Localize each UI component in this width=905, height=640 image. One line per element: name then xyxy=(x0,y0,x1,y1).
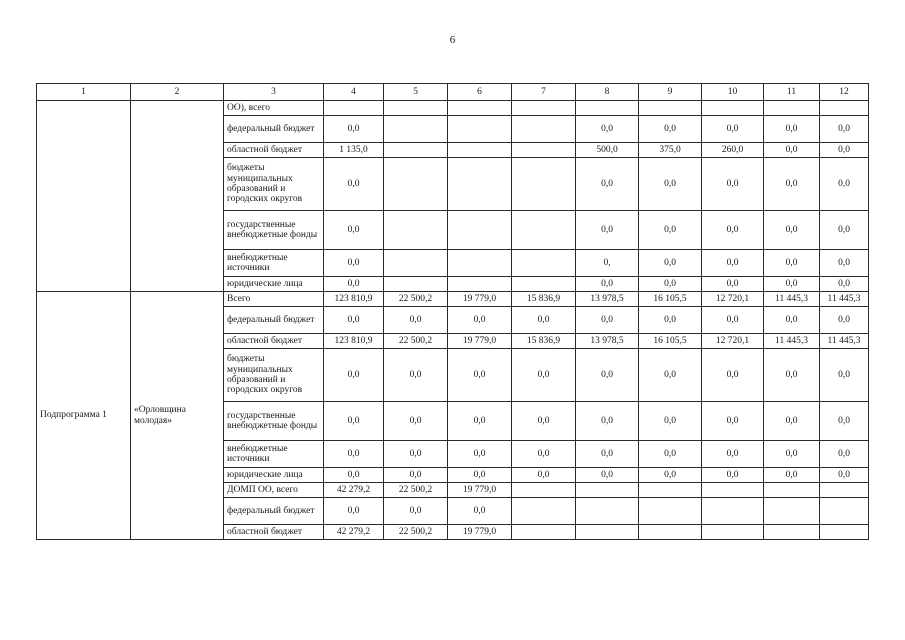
value-cell xyxy=(764,101,820,116)
value-cell: 0,0 xyxy=(702,349,764,402)
header-cell: 8 xyxy=(576,84,639,101)
table-row xyxy=(37,292,869,307)
value-cell xyxy=(512,101,576,116)
value-cell xyxy=(512,143,576,158)
value-cell: 0,0 xyxy=(764,250,820,277)
value-cell: 0,0 xyxy=(324,211,384,250)
value-cell: 0,0 xyxy=(764,349,820,402)
value-cell: 15 836,9 xyxy=(512,334,576,349)
value-cell: 0,0 xyxy=(324,116,384,143)
value-cell xyxy=(576,525,639,540)
value-cell: 0,0 xyxy=(820,143,869,158)
value-cell: 0,0 xyxy=(576,402,639,441)
source-label: юридические лица xyxy=(224,277,324,292)
value-cell: 0,0 xyxy=(639,116,702,143)
value-cell xyxy=(764,498,820,525)
header-cell: 10 xyxy=(702,84,764,101)
value-cell xyxy=(512,116,576,143)
header-row xyxy=(37,84,869,101)
value-cell xyxy=(639,101,702,116)
value-cell xyxy=(512,498,576,525)
value-cell xyxy=(639,525,702,540)
value-cell xyxy=(384,116,448,143)
value-cell: 11 445,3 xyxy=(820,334,869,349)
value-cell xyxy=(384,277,448,292)
header-cell: 2 xyxy=(131,84,224,101)
value-cell xyxy=(820,498,869,525)
value-cell: 0,0 xyxy=(576,441,639,468)
value-cell: 0,0 xyxy=(820,307,869,334)
value-cell: 1 135,0 xyxy=(324,143,384,158)
value-cell: 22 500,2 xyxy=(384,334,448,349)
value-cell xyxy=(448,250,512,277)
source-label: областной бюджет xyxy=(224,334,324,349)
value-cell: 0,0 xyxy=(324,250,384,277)
value-cell: 0,0 xyxy=(702,211,764,250)
value-cell: 0,0 xyxy=(576,277,639,292)
source-label: государственные внебюджетные фонды xyxy=(224,211,324,250)
value-cell: 0,0 xyxy=(639,250,702,277)
value-cell xyxy=(820,483,869,498)
value-cell xyxy=(639,483,702,498)
value-cell: 0,0 xyxy=(639,158,702,211)
value-cell: 13 978,5 xyxy=(576,334,639,349)
value-cell: 123 810,9 xyxy=(324,292,384,307)
value-cell xyxy=(448,101,512,116)
value-cell xyxy=(820,101,869,116)
value-cell: 0,0 xyxy=(639,349,702,402)
header-cell: 9 xyxy=(639,84,702,101)
value-cell: 42 279,2 xyxy=(324,525,384,540)
value-cell: 260,0 xyxy=(702,143,764,158)
value-cell: 0,0 xyxy=(512,349,576,402)
value-cell: 500,0 xyxy=(576,143,639,158)
source-label: областной бюджет xyxy=(224,143,324,158)
source-label: федеральный бюджет xyxy=(224,498,324,525)
value-cell xyxy=(384,158,448,211)
value-cell: 0,0 xyxy=(764,441,820,468)
value-cell xyxy=(512,211,576,250)
value-cell: 0,0 xyxy=(384,498,448,525)
value-cell: 16 105,5 xyxy=(639,292,702,307)
value-cell: 0,0 xyxy=(384,441,448,468)
value-cell xyxy=(639,498,702,525)
value-cell xyxy=(384,101,448,116)
header-cell: 7 xyxy=(512,84,576,101)
value-cell xyxy=(384,143,448,158)
value-cell: 0,0 xyxy=(820,211,869,250)
value-cell xyxy=(324,101,384,116)
value-cell: 0,0 xyxy=(764,143,820,158)
source-label: федеральный бюджет xyxy=(224,307,324,334)
header-cell: 3 xyxy=(224,84,324,101)
value-cell: 0,0 xyxy=(820,158,869,211)
value-cell: 0,0 xyxy=(702,468,764,483)
value-cell: 0,0 xyxy=(639,468,702,483)
budget-table xyxy=(36,83,869,540)
value-cell xyxy=(448,211,512,250)
value-cell: 0,0 xyxy=(820,116,869,143)
value-cell xyxy=(512,483,576,498)
value-cell: 0,0 xyxy=(764,402,820,441)
value-cell: 0,0 xyxy=(448,349,512,402)
value-cell: 0,0 xyxy=(820,441,869,468)
value-cell: 0,0 xyxy=(512,468,576,483)
value-cell xyxy=(702,525,764,540)
page-number: 6 xyxy=(449,34,456,46)
value-cell: 19 779,0 xyxy=(448,292,512,307)
value-cell: 0,0 xyxy=(448,468,512,483)
value-cell xyxy=(702,101,764,116)
value-cell: 0,0 xyxy=(448,402,512,441)
value-cell: 0,0 xyxy=(702,116,764,143)
value-cell: 0,0 xyxy=(576,211,639,250)
value-cell: 0,0 xyxy=(512,307,576,334)
value-cell: 0,0 xyxy=(448,307,512,334)
source-label: Всего xyxy=(224,292,324,307)
program-name-cell-empty xyxy=(131,101,224,292)
value-cell: 0,0 xyxy=(639,211,702,250)
value-cell: 0,0 xyxy=(324,498,384,525)
value-cell: 0,0 xyxy=(512,441,576,468)
value-cell: 0,0 xyxy=(639,307,702,334)
value-cell: 123 810,9 xyxy=(324,334,384,349)
value-cell: 12 720,1 xyxy=(702,292,764,307)
value-cell: 0,0 xyxy=(820,277,869,292)
value-cell: 0,0 xyxy=(639,277,702,292)
header-cell: 11 xyxy=(764,84,820,101)
value-cell: 15 836,9 xyxy=(512,292,576,307)
value-cell xyxy=(576,101,639,116)
header-cell: 6 xyxy=(448,84,512,101)
value-cell: 0,0 xyxy=(576,307,639,334)
value-cell: 0,0 xyxy=(324,307,384,334)
value-cell: 19 779,0 xyxy=(448,483,512,498)
source-label: юридические лица xyxy=(224,468,324,483)
value-cell: 22 500,2 xyxy=(384,483,448,498)
value-cell: 0,0 xyxy=(324,277,384,292)
header-cell: 1 xyxy=(37,84,131,101)
value-cell: 0,0 xyxy=(702,307,764,334)
value-cell: 0,0 xyxy=(324,441,384,468)
value-cell xyxy=(512,158,576,211)
header-cell: 5 xyxy=(384,84,448,101)
value-cell: 0,0 xyxy=(512,402,576,441)
value-cell xyxy=(448,158,512,211)
value-cell: 0,0 xyxy=(820,250,869,277)
value-cell: 0,0 xyxy=(764,158,820,211)
source-label: внебюджетные источники xyxy=(224,441,324,468)
value-cell: 11 445,3 xyxy=(764,292,820,307)
value-cell xyxy=(448,143,512,158)
value-cell: 22 500,2 xyxy=(384,525,448,540)
value-cell: 0,0 xyxy=(764,116,820,143)
value-cell xyxy=(702,483,764,498)
value-cell: 0,0 xyxy=(764,277,820,292)
value-cell: 0,0 xyxy=(820,349,869,402)
subprogram-name-cell: «Орловщина молодая» xyxy=(131,292,224,540)
value-cell: 0,0 xyxy=(764,307,820,334)
value-cell: 0,0 xyxy=(576,116,639,143)
value-cell: 0,0 xyxy=(576,468,639,483)
value-cell: 0,0 xyxy=(639,441,702,468)
subprogram-cell: Подпрограмма 1 xyxy=(37,292,131,540)
value-cell: 0,0 xyxy=(702,441,764,468)
value-cell xyxy=(764,483,820,498)
source-label: бюджеты муниципальных образований и городских округов xyxy=(224,158,324,211)
value-cell: 0, xyxy=(576,250,639,277)
value-cell: 0,0 xyxy=(448,441,512,468)
value-cell: 0,0 xyxy=(384,402,448,441)
value-cell: 0,0 xyxy=(384,468,448,483)
value-cell xyxy=(764,525,820,540)
value-cell: 0,0 xyxy=(820,468,869,483)
value-cell: 0,0 xyxy=(324,349,384,402)
value-cell xyxy=(820,525,869,540)
source-label: федеральный бюджет xyxy=(224,116,324,143)
value-cell xyxy=(384,250,448,277)
value-cell: 22 500,2 xyxy=(384,292,448,307)
source-label: ОО), всего xyxy=(224,101,324,116)
value-cell: 0,0 xyxy=(324,158,384,211)
value-cell: 13 978,5 xyxy=(576,292,639,307)
table-row xyxy=(37,101,869,116)
program-cell-empty xyxy=(37,101,131,292)
source-label: ДОМП ОО, всего xyxy=(224,483,324,498)
value-cell: 0,0 xyxy=(448,498,512,525)
value-cell xyxy=(448,116,512,143)
source-label: бюджеты муниципальных образований и городских округов xyxy=(224,349,324,402)
value-cell: 11 445,3 xyxy=(820,292,869,307)
value-cell: 42 279,2 xyxy=(324,483,384,498)
value-cell xyxy=(512,277,576,292)
value-cell: 0,0 xyxy=(384,307,448,334)
value-cell xyxy=(512,525,576,540)
value-cell: 0,0 xyxy=(702,277,764,292)
value-cell: 0,0 xyxy=(324,468,384,483)
value-cell: 0,0 xyxy=(639,402,702,441)
value-cell: 12 720,1 xyxy=(702,334,764,349)
value-cell: 0,0 xyxy=(384,349,448,402)
source-label: государственные внебюджетные фонды xyxy=(224,402,324,441)
header-cell: 4 xyxy=(324,84,384,101)
value-cell xyxy=(384,211,448,250)
value-cell: 0,0 xyxy=(576,158,639,211)
value-cell: 0,0 xyxy=(764,211,820,250)
value-cell: 0,0 xyxy=(324,402,384,441)
source-label: областной бюджет xyxy=(224,525,324,540)
value-cell xyxy=(576,498,639,525)
value-cell: 0,0 xyxy=(702,250,764,277)
value-cell: 0,0 xyxy=(702,402,764,441)
value-cell: 16 105,5 xyxy=(639,334,702,349)
value-cell: 19 779,0 xyxy=(448,525,512,540)
value-cell: 19 779,0 xyxy=(448,334,512,349)
value-cell xyxy=(512,250,576,277)
value-cell: 0,0 xyxy=(764,468,820,483)
source-label: внебюджетные источники xyxy=(224,250,324,277)
value-cell: 375,0 xyxy=(639,143,702,158)
value-cell: 0,0 xyxy=(576,349,639,402)
value-cell: 11 445,3 xyxy=(764,334,820,349)
value-cell xyxy=(448,277,512,292)
value-cell: 0,0 xyxy=(820,402,869,441)
value-cell: 0,0 xyxy=(702,158,764,211)
value-cell xyxy=(576,483,639,498)
header-cell: 12 xyxy=(820,84,869,101)
value-cell xyxy=(702,498,764,525)
